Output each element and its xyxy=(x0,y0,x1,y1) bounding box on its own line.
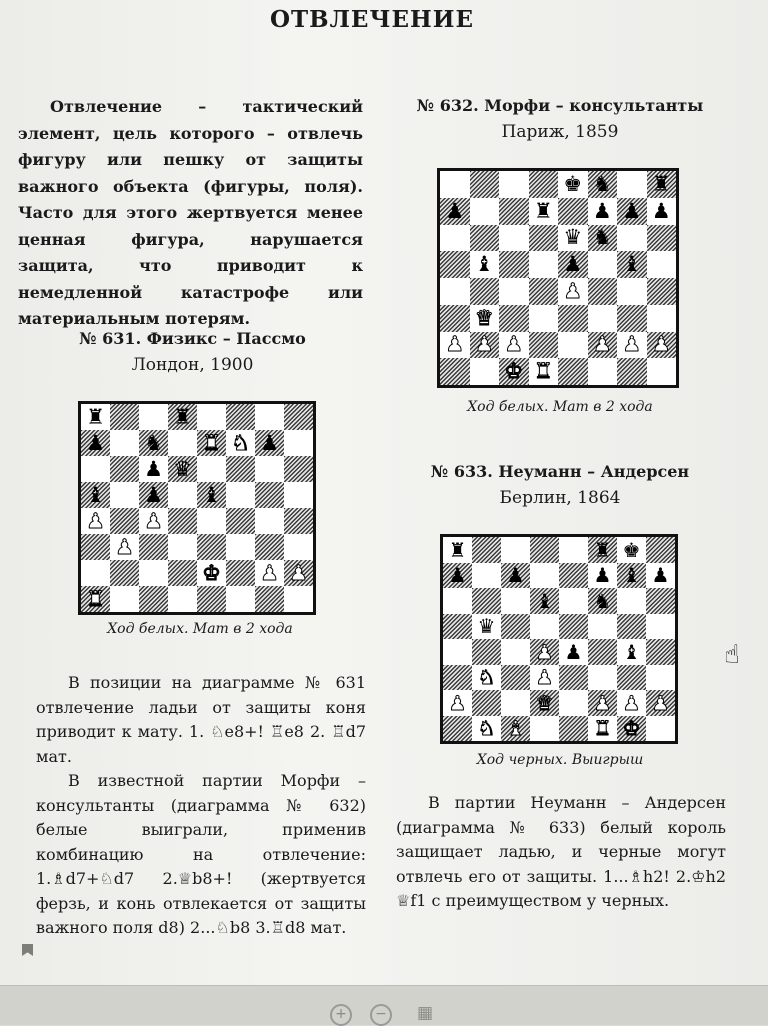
game-633-caption: Ход черных. Выигрыш xyxy=(476,752,644,768)
white-pawn-piece: ♟ xyxy=(622,690,641,715)
board-square xyxy=(530,588,559,614)
board-square xyxy=(168,508,197,534)
white-pawn-piece: ♟ xyxy=(474,332,494,357)
board-square xyxy=(559,563,588,589)
board-square xyxy=(255,430,284,456)
board-square xyxy=(440,225,470,252)
board-square xyxy=(647,358,677,385)
board-square xyxy=(646,716,675,742)
board-square xyxy=(110,482,139,508)
board-square xyxy=(440,198,470,225)
board-square xyxy=(588,171,618,198)
board-square xyxy=(110,404,139,430)
board-square xyxy=(617,332,647,359)
board-square xyxy=(588,358,618,385)
board-square xyxy=(443,537,472,563)
black-queen-piece: ♛ xyxy=(563,225,583,250)
board-square xyxy=(558,225,588,252)
board-square xyxy=(501,614,530,640)
board-square xyxy=(617,690,646,716)
game-633-place: Берлин, 1864 xyxy=(499,488,621,508)
board-square xyxy=(501,665,530,691)
black-knight-piece: ♞ xyxy=(592,171,612,196)
chess-board-631 xyxy=(78,401,316,615)
board-square xyxy=(168,482,197,508)
board-square xyxy=(558,198,588,225)
board-square xyxy=(472,665,501,691)
board-square xyxy=(588,639,617,665)
board-square xyxy=(472,639,501,665)
board-square xyxy=(646,665,675,691)
white-knight-piece: ♞ xyxy=(477,716,496,741)
white-pawn-piece: ♟ xyxy=(593,690,612,715)
board-square xyxy=(443,690,472,716)
white-knight-piece: ♞ xyxy=(477,665,496,690)
board-square xyxy=(168,560,197,586)
game-631-heading: № 631. Физикс – Пассмо xyxy=(79,329,306,348)
board-square xyxy=(168,430,197,456)
board-square xyxy=(530,690,559,716)
chess-board-633 xyxy=(440,534,678,744)
board-square xyxy=(226,456,255,482)
board-square xyxy=(617,639,646,665)
board-square xyxy=(197,534,226,560)
board-square xyxy=(588,716,617,742)
board-square xyxy=(284,534,313,560)
board-square xyxy=(226,534,255,560)
black-pawn-piece: ♟ xyxy=(260,430,279,455)
board-square xyxy=(529,251,559,278)
board-square xyxy=(558,251,588,278)
black-rook-piece: ♜ xyxy=(448,537,467,562)
board-square xyxy=(139,456,168,482)
black-knight-piece: ♞ xyxy=(592,225,612,250)
board-square xyxy=(501,716,530,742)
board-square xyxy=(110,456,139,482)
black-pawn-piece: ♟ xyxy=(506,563,525,588)
black-pawn-piece: ♟ xyxy=(651,198,671,223)
text-631-paragraph: В позиции на диаграмме № 631 отвлечение ладьи от защиты коня приводит к мату. 1. ♘e8+! ♖e8 2. ♖d7 мат. xyxy=(36,673,366,766)
board-square xyxy=(646,690,675,716)
board-square xyxy=(197,456,226,482)
board-square xyxy=(284,508,313,534)
board-square xyxy=(470,358,500,385)
intro-paragraph: Отвлечение – тактический элемент, цель которого – отвлечь фигуру или пешку от защиты важного объекта (фигуры, поля). Часто для этого жертвуется менее ценная фигура, нарушается защита, что приводит к немедленной катастрофе или материальным потерям. xyxy=(18,97,363,328)
board-square xyxy=(168,456,197,482)
board-square xyxy=(81,508,110,534)
board-square xyxy=(617,563,646,589)
board-square xyxy=(499,251,529,278)
text-631 xyxy=(36,671,366,769)
black-pawn-piece: ♟ xyxy=(593,563,612,588)
zoom-in-icon[interactable]: + xyxy=(330,1004,352,1026)
white-queen-piece: ♛ xyxy=(474,305,494,330)
white-pawn-piece: ♟ xyxy=(504,332,524,357)
text-632-paragraph: В известной партии Морфи – консультанты (диаграмма № 632) белые выиграли, применив комбинацию на отвлечение: 1.♗d7+♘d7 2.♕b8+! (жертвуется ферзь, и конь отвлекается от защиты важного поля d8) 2...♘b8 3.♖d8 мат. xyxy=(36,771,366,937)
board-square xyxy=(530,716,559,742)
game-633-heading: № 633. Неуманн – Андерсен xyxy=(430,462,690,481)
game-632-place: Париж, 1859 xyxy=(501,122,619,142)
board-square xyxy=(617,198,647,225)
board-square xyxy=(110,430,139,456)
board-square xyxy=(197,560,226,586)
board-square xyxy=(530,665,559,691)
board-square xyxy=(588,332,618,359)
board-square xyxy=(588,225,618,252)
board-square xyxy=(226,560,255,586)
board-square xyxy=(529,198,559,225)
white-pawn-piece: ♟ xyxy=(260,560,279,585)
board-square xyxy=(197,404,226,430)
board-square xyxy=(499,358,529,385)
board-square xyxy=(501,537,530,563)
board-square xyxy=(255,560,284,586)
black-knight-piece: ♞ xyxy=(593,588,612,613)
board-square xyxy=(472,716,501,742)
white-pawn-piece: ♟ xyxy=(651,690,670,715)
board-square xyxy=(472,614,501,640)
black-pawn-piece: ♟ xyxy=(622,198,642,223)
board-square xyxy=(440,251,470,278)
black-pawn-piece: ♟ xyxy=(86,430,105,455)
board-square xyxy=(443,665,472,691)
board-square xyxy=(470,251,500,278)
board-square xyxy=(440,171,470,198)
board-square xyxy=(139,404,168,430)
board-square xyxy=(530,639,559,665)
board-square xyxy=(226,482,255,508)
black-pawn-piece: ♟ xyxy=(144,482,163,507)
board-square xyxy=(558,305,588,332)
board-square xyxy=(255,534,284,560)
board-square xyxy=(197,508,226,534)
board-square xyxy=(529,305,559,332)
board-square xyxy=(646,563,675,589)
game-631-place: Лондон, 1900 xyxy=(131,355,254,375)
board-square xyxy=(617,614,646,640)
board-square xyxy=(110,508,139,534)
board-square xyxy=(470,225,500,252)
board-square xyxy=(139,534,168,560)
board-square xyxy=(470,332,500,359)
bookmark-icon[interactable] xyxy=(22,944,33,956)
board-square xyxy=(284,586,313,612)
board-square xyxy=(81,456,110,482)
board-square xyxy=(472,563,501,589)
hand-cursor-icon: ☝ xyxy=(724,640,740,670)
board-square xyxy=(588,305,618,332)
black-bishop-piece: ♝ xyxy=(622,563,641,588)
black-bishop-piece: ♝ xyxy=(202,482,221,507)
board-square xyxy=(529,171,559,198)
board-square xyxy=(139,560,168,586)
board-square xyxy=(168,404,197,430)
board-square xyxy=(470,198,500,225)
board-square xyxy=(197,482,226,508)
board-square xyxy=(646,537,675,563)
board-square xyxy=(255,482,284,508)
white-pawn-piece: ♟ xyxy=(563,278,583,303)
white-rook-piece: ♜ xyxy=(86,586,105,611)
board-square xyxy=(226,508,255,534)
board-square xyxy=(617,588,646,614)
game-632-heading: № 632. Морфи – консультанты xyxy=(416,96,704,115)
board-square xyxy=(529,278,559,305)
white-pawn-piece: ♟ xyxy=(86,508,105,533)
board-square xyxy=(284,560,313,586)
white-rook-piece: ♜ xyxy=(533,359,553,384)
board-square xyxy=(197,586,226,612)
board-square xyxy=(530,537,559,563)
board-square xyxy=(559,588,588,614)
board-square xyxy=(197,430,226,456)
board-square xyxy=(530,563,559,589)
page-title: ОТВЛЕЧЕНИЕ xyxy=(270,6,474,33)
board-square xyxy=(255,456,284,482)
board-square xyxy=(168,586,197,612)
board-square xyxy=(440,358,470,385)
board-square xyxy=(499,225,529,252)
board-square xyxy=(81,430,110,456)
board-square xyxy=(558,171,588,198)
black-pawn-piece: ♟ xyxy=(448,563,467,588)
black-bishop-piece: ♝ xyxy=(622,252,642,277)
white-pawn-piece: ♟ xyxy=(115,534,134,559)
white-king-piece: ♚ xyxy=(504,359,524,384)
board-square xyxy=(559,665,588,691)
board-square xyxy=(470,278,500,305)
board-square xyxy=(472,690,501,716)
board-square xyxy=(647,225,677,252)
board-square xyxy=(617,278,647,305)
board-square xyxy=(255,586,284,612)
game-632-heading-block xyxy=(400,93,720,145)
board-square xyxy=(443,639,472,665)
board-square xyxy=(81,482,110,508)
white-pawn-piece: ♟ xyxy=(445,332,465,357)
black-bishop-piece: ♝ xyxy=(622,639,641,664)
board-square xyxy=(470,305,500,332)
board-square xyxy=(617,305,647,332)
board-square xyxy=(501,639,530,665)
board-square xyxy=(588,278,618,305)
board-square xyxy=(499,305,529,332)
black-rook-piece: ♜ xyxy=(86,404,105,429)
board-square xyxy=(284,404,313,430)
board-square xyxy=(139,482,168,508)
board-square xyxy=(226,430,255,456)
board-square xyxy=(284,482,313,508)
game-632-caption: Ход белых. Мат в 2 хода xyxy=(467,399,653,415)
board-square xyxy=(558,332,588,359)
text-633 xyxy=(396,791,726,914)
board-square xyxy=(440,278,470,305)
board-square xyxy=(559,639,588,665)
board-square xyxy=(501,588,530,614)
white-pawn-piece: ♟ xyxy=(535,665,554,690)
board-square xyxy=(440,305,470,332)
board-square xyxy=(559,690,588,716)
black-bishop-piece: ♝ xyxy=(535,588,554,613)
board-square xyxy=(588,690,617,716)
board-square xyxy=(139,430,168,456)
board-square xyxy=(647,171,677,198)
board-square xyxy=(530,614,559,640)
white-king-piece: ♚ xyxy=(202,560,221,585)
board-square xyxy=(529,332,559,359)
board-square xyxy=(617,537,646,563)
white-rook-piece: ♜ xyxy=(593,716,612,741)
board-square xyxy=(81,560,110,586)
board-square xyxy=(499,278,529,305)
board-square xyxy=(559,537,588,563)
chess-board-632 xyxy=(437,168,679,388)
zoom-out-icon[interactable]: − xyxy=(370,1004,392,1026)
black-pawn-piece: ♟ xyxy=(651,563,670,588)
board-square xyxy=(647,332,677,359)
black-queen-piece: ♛ xyxy=(173,456,192,481)
board-square xyxy=(472,588,501,614)
white-rook-piece: ♜ xyxy=(202,430,221,455)
board-square xyxy=(168,534,197,560)
board-square xyxy=(617,665,646,691)
white-bishop-piece: ♝ xyxy=(506,716,525,741)
board-square xyxy=(81,534,110,560)
board-square xyxy=(588,588,617,614)
black-pawn-piece: ♟ xyxy=(564,639,583,664)
board-square xyxy=(529,358,559,385)
board-square xyxy=(440,332,470,359)
board-square xyxy=(647,278,677,305)
board-square xyxy=(255,404,284,430)
board-square xyxy=(470,171,500,198)
board-square xyxy=(110,560,139,586)
board-square xyxy=(558,278,588,305)
white-pawn-piece: ♟ xyxy=(622,332,642,357)
black-rook-piece: ♜ xyxy=(173,404,192,429)
board-square xyxy=(588,198,618,225)
white-pawn-piece: ♟ xyxy=(289,560,308,585)
board-square xyxy=(646,588,675,614)
board-square xyxy=(647,251,677,278)
board-square xyxy=(617,225,647,252)
board-square xyxy=(617,171,647,198)
board-square xyxy=(255,508,284,534)
board-square xyxy=(443,563,472,589)
board-square xyxy=(110,586,139,612)
board-square xyxy=(647,198,677,225)
black-pawn-piece: ♟ xyxy=(144,456,163,481)
board-square xyxy=(501,563,530,589)
black-pawn-piece: ♟ xyxy=(592,198,612,223)
game-631-caption: Ход белых. Мат в 2 хода xyxy=(107,621,293,637)
game-633-heading-block xyxy=(400,459,720,511)
black-rook-piece: ♜ xyxy=(651,171,671,196)
board-square xyxy=(559,716,588,742)
white-pawn-piece: ♟ xyxy=(651,332,671,357)
black-pawn-piece: ♟ xyxy=(445,198,465,223)
black-rook-piece: ♜ xyxy=(533,198,553,223)
board-square xyxy=(139,586,168,612)
board-square xyxy=(529,225,559,252)
board-square xyxy=(110,534,139,560)
board-square xyxy=(284,430,313,456)
black-queen-piece: ♛ xyxy=(477,614,496,639)
black-king-piece: ♚ xyxy=(563,171,583,196)
board-square xyxy=(499,198,529,225)
board-square xyxy=(81,586,110,612)
board-square xyxy=(617,251,647,278)
black-rook-piece: ♜ xyxy=(593,537,612,562)
white-pawn-piece: ♟ xyxy=(144,508,163,533)
board-square xyxy=(499,171,529,198)
white-knight-piece: ♞ xyxy=(231,430,250,455)
board-square xyxy=(588,563,617,589)
board-square xyxy=(559,614,588,640)
white-pawn-piece: ♟ xyxy=(535,639,554,664)
board-square xyxy=(588,665,617,691)
board-square xyxy=(443,614,472,640)
black-knight-piece: ♞ xyxy=(144,430,163,455)
black-bishop-piece: ♝ xyxy=(86,482,105,507)
board-square xyxy=(588,537,617,563)
board-square xyxy=(472,537,501,563)
board-square xyxy=(647,305,677,332)
board-square xyxy=(226,404,255,430)
board-square xyxy=(81,404,110,430)
board-square xyxy=(443,588,472,614)
black-pawn-piece: ♟ xyxy=(563,252,583,277)
board-square xyxy=(646,639,675,665)
board-square xyxy=(443,716,472,742)
board-square xyxy=(499,332,529,359)
black-bishop-piece: ♝ xyxy=(474,252,494,277)
board-square xyxy=(588,251,618,278)
white-pawn-piece: ♟ xyxy=(448,690,467,715)
white-king-piece: ♚ xyxy=(622,716,641,741)
black-king-piece: ♚ xyxy=(622,537,641,562)
board-square xyxy=(284,456,313,482)
board-square xyxy=(226,586,255,612)
game-631-heading-block xyxy=(40,326,345,378)
board-square xyxy=(617,716,646,742)
board-square xyxy=(558,358,588,385)
board-square xyxy=(501,690,530,716)
white-queen-piece: ♛ xyxy=(535,690,554,715)
board-square xyxy=(617,358,647,385)
text-632 xyxy=(36,769,366,941)
board-square xyxy=(588,614,617,640)
grid-icon[interactable]: ▦ xyxy=(416,1003,434,1023)
white-pawn-piece: ♟ xyxy=(592,332,612,357)
text-633-paragraph: В партии Неуманн – Андерсен (диаграмма № 633) белый король защищает ладью, и черные могут отвлечь его от защиты. 1...♗h2! 2.♔h2 ♕f1 с преимуществом у черных. xyxy=(396,793,726,910)
board-square xyxy=(139,508,168,534)
board-square xyxy=(646,614,675,640)
